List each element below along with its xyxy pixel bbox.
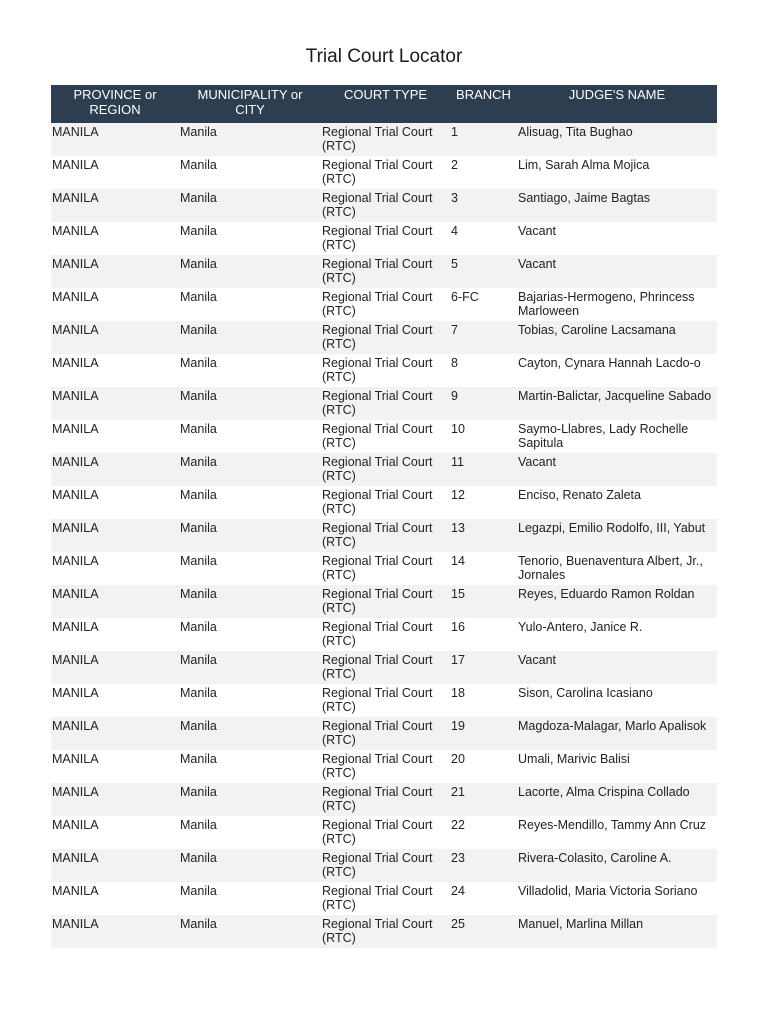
cell-judge-name: Vacant: [517, 222, 717, 255]
cell-court-type: Regional Trial Court (RTC): [321, 783, 450, 816]
cell-judge-name: Santiago, Jaime Bagtas: [517, 189, 717, 222]
cell-court-type: Regional Trial Court (RTC): [321, 684, 450, 717]
cell-judge-name: Lacorte, Alma Crispina Collado: [517, 783, 717, 816]
cell-branch: 9: [450, 387, 517, 420]
cell-court-type: Regional Trial Court (RTC): [321, 420, 450, 453]
cell-court-type: Regional Trial Court (RTC): [321, 849, 450, 882]
cell-court-type: Regional Trial Court (RTC): [321, 816, 450, 849]
cell-branch: 18: [450, 684, 517, 717]
cell-judge-name: Manuel, Marlina Millan: [517, 915, 717, 948]
cell-municipality: Manila: [179, 849, 321, 882]
cell-province: MANILA: [51, 288, 179, 321]
cell-judge-name: Reyes, Eduardo Ramon Roldan: [517, 585, 717, 618]
cell-court-type: Regional Trial Court (RTC): [321, 882, 450, 915]
cell-judge-name: Umali, Marivic Balisi: [517, 750, 717, 783]
cell-municipality: Manila: [179, 684, 321, 717]
cell-province: MANILA: [51, 354, 179, 387]
cell-branch: 12: [450, 486, 517, 519]
cell-branch: 25: [450, 915, 517, 948]
cell-court-type: Regional Trial Court (RTC): [321, 519, 450, 552]
cell-municipality: Manila: [179, 717, 321, 750]
cell-branch: 10: [450, 420, 517, 453]
cell-judge-name: Cayton, Cynara Hannah Lacdo-o: [517, 354, 717, 387]
cell-province: MANILA: [51, 255, 179, 288]
table-row: [51, 222, 717, 255]
cell-judge-name: Reyes-Mendillo, Tammy Ann Cruz: [517, 816, 717, 849]
cell-province: MANILA: [51, 684, 179, 717]
table-row: [51, 288, 717, 321]
cell-branch: 17: [450, 651, 517, 684]
cell-court-type: Regional Trial Court (RTC): [321, 915, 450, 948]
header-row: [51, 85, 717, 123]
cell-municipality: Manila: [179, 123, 321, 156]
table-row: [51, 519, 717, 552]
cell-municipality: Manila: [179, 651, 321, 684]
cell-branch: 16: [450, 618, 517, 651]
cell-court-type: Regional Trial Court (RTC): [321, 189, 450, 222]
cell-branch: 14: [450, 552, 517, 585]
table-header: [51, 85, 717, 123]
cell-court-type: Regional Trial Court (RTC): [321, 321, 450, 354]
cell-municipality: Manila: [179, 750, 321, 783]
cell-court-type: Regional Trial Court (RTC): [321, 354, 450, 387]
cell-court-type: Regional Trial Court (RTC): [321, 585, 450, 618]
cell-province: MANILA: [51, 156, 179, 189]
table-row: [51, 453, 717, 486]
table-row: [51, 618, 717, 651]
cell-branch: 22: [450, 816, 517, 849]
cell-branch: 4: [450, 222, 517, 255]
cell-municipality: Manila: [179, 222, 321, 255]
cell-branch: 19: [450, 717, 517, 750]
cell-province: MANILA: [51, 750, 179, 783]
cell-province: MANILA: [51, 222, 179, 255]
cell-province: MANILA: [51, 552, 179, 585]
cell-municipality: Manila: [179, 816, 321, 849]
page-title: Trial Court Locator: [305, 46, 463, 67]
table-row: [51, 387, 717, 420]
table-row: [51, 915, 717, 948]
cell-branch: 15: [450, 585, 517, 618]
table-row: [51, 321, 717, 354]
header-province: PROVINCE or REGION: [51, 85, 179, 123]
table-row: [51, 849, 717, 882]
cell-judge-name: Vacant: [517, 651, 717, 684]
cell-court-type: Regional Trial Court (RTC): [321, 717, 450, 750]
court-locator-table: [51, 85, 717, 948]
cell-court-type: Regional Trial Court (RTC): [321, 288, 450, 321]
cell-judge-name: Vacant: [517, 453, 717, 486]
cell-branch: 3: [450, 189, 517, 222]
cell-judge-name: Legazpi, Emilio Rodolfo, III, Yabut: [517, 519, 717, 552]
cell-municipality: Manila: [179, 585, 321, 618]
cell-province: MANILA: [51, 816, 179, 849]
header-judge-name: JUDGE'S NAME: [517, 85, 717, 123]
cell-branch: 8: [450, 354, 517, 387]
cell-court-type: Regional Trial Court (RTC): [321, 156, 450, 189]
cell-municipality: Manila: [179, 519, 321, 552]
cell-judge-name: Martin-Balictar, Jacqueline Sabado: [517, 387, 717, 420]
table-row: [51, 189, 717, 222]
cell-judge-name: Saymo-Llabres, Lady Rochelle Sapitula: [517, 420, 717, 453]
table-body: [51, 123, 717, 948]
table-row: [51, 552, 717, 585]
cell-court-type: Regional Trial Court (RTC): [321, 453, 450, 486]
cell-municipality: Manila: [179, 420, 321, 453]
cell-branch: 23: [450, 849, 517, 882]
cell-municipality: Manila: [179, 255, 321, 288]
table-row: [51, 750, 717, 783]
table-row: [51, 255, 717, 288]
cell-court-type: Regional Trial Court (RTC): [321, 222, 450, 255]
cell-province: MANILA: [51, 519, 179, 552]
cell-province: MANILA: [51, 717, 179, 750]
cell-branch: 1: [450, 123, 517, 156]
header-branch: BRANCH: [450, 85, 517, 123]
cell-branch: 21: [450, 783, 517, 816]
cell-province: MANILA: [51, 420, 179, 453]
cell-municipality: Manila: [179, 288, 321, 321]
cell-municipality: Manila: [179, 453, 321, 486]
table-row: [51, 354, 717, 387]
cell-judge-name: Magdoza-Malagar, Marlo Apalisok: [517, 717, 717, 750]
cell-court-type: Regional Trial Court (RTC): [321, 387, 450, 420]
cell-municipality: Manila: [179, 618, 321, 651]
table-row: [51, 651, 717, 684]
cell-municipality: Manila: [179, 189, 321, 222]
table-row: [51, 783, 717, 816]
cell-province: MANILA: [51, 849, 179, 882]
cell-court-type: Regional Trial Court (RTC): [321, 255, 450, 288]
cell-municipality: Manila: [179, 486, 321, 519]
cell-municipality: Manila: [179, 915, 321, 948]
cell-province: MANILA: [51, 123, 179, 156]
cell-branch: 7: [450, 321, 517, 354]
cell-judge-name: Yulo-Antero, Janice R.: [517, 618, 717, 651]
cell-municipality: Manila: [179, 882, 321, 915]
cell-judge-name: Villadolid, Maria Victoria Soriano: [517, 882, 717, 915]
cell-branch: 2: [450, 156, 517, 189]
table-row: [51, 585, 717, 618]
cell-province: MANILA: [51, 189, 179, 222]
table-row: [51, 717, 717, 750]
cell-province: MANILA: [51, 783, 179, 816]
table-row: [51, 882, 717, 915]
table-row: [51, 420, 717, 453]
cell-province: MANILA: [51, 651, 179, 684]
cell-court-type: Regional Trial Court (RTC): [321, 552, 450, 585]
header-municipality: MUNICIPALITY or CITY: [179, 85, 321, 123]
cell-judge-name: Bajarias-Hermogeno, Phrincess Marloween: [517, 288, 717, 321]
cell-municipality: Manila: [179, 156, 321, 189]
cell-province: MANILA: [51, 882, 179, 915]
cell-judge-name: Alisuag, Tita Bughao: [517, 123, 717, 156]
header-court-type: COURT TYPE: [321, 85, 450, 123]
cell-province: MANILA: [51, 453, 179, 486]
cell-province: MANILA: [51, 387, 179, 420]
table-row: [51, 486, 717, 519]
cell-branch: 20: [450, 750, 517, 783]
cell-court-type: Regional Trial Court (RTC): [321, 123, 450, 156]
cell-branch: 5: [450, 255, 517, 288]
cell-court-type: Regional Trial Court (RTC): [321, 618, 450, 651]
table-row: [51, 816, 717, 849]
cell-municipality: Manila: [179, 387, 321, 420]
cell-province: MANILA: [51, 486, 179, 519]
cell-judge-name: Rivera-Colasito, Caroline A.: [517, 849, 717, 882]
cell-municipality: Manila: [179, 552, 321, 585]
cell-province: MANILA: [51, 585, 179, 618]
cell-branch: 24: [450, 882, 517, 915]
table-row: [51, 156, 717, 189]
cell-province: MANILA: [51, 321, 179, 354]
cell-municipality: Manila: [179, 783, 321, 816]
cell-judge-name: Sison, Carolina Icasiano: [517, 684, 717, 717]
cell-judge-name: Tenorio, Buenaventura Albert, Jr., Jornales: [517, 552, 717, 585]
cell-judge-name: Vacant: [517, 255, 717, 288]
cell-judge-name: Tobias, Caroline Lacsamana: [517, 321, 717, 354]
cell-municipality: Manila: [179, 354, 321, 387]
cell-judge-name: Lim, Sarah Alma Mojica: [517, 156, 717, 189]
cell-municipality: Manila: [179, 321, 321, 354]
table-row: [51, 123, 717, 156]
table-row: [51, 684, 717, 717]
cell-court-type: Regional Trial Court (RTC): [321, 651, 450, 684]
cell-judge-name: Enciso, Renato Zaleta: [517, 486, 717, 519]
cell-court-type: Regional Trial Court (RTC): [321, 486, 450, 519]
cell-branch: 11: [450, 453, 517, 486]
cell-court-type: Regional Trial Court (RTC): [321, 750, 450, 783]
cell-branch: 6-FC: [450, 288, 517, 321]
cell-branch: 13: [450, 519, 517, 552]
cell-province: MANILA: [51, 618, 179, 651]
cell-province: MANILA: [51, 915, 179, 948]
